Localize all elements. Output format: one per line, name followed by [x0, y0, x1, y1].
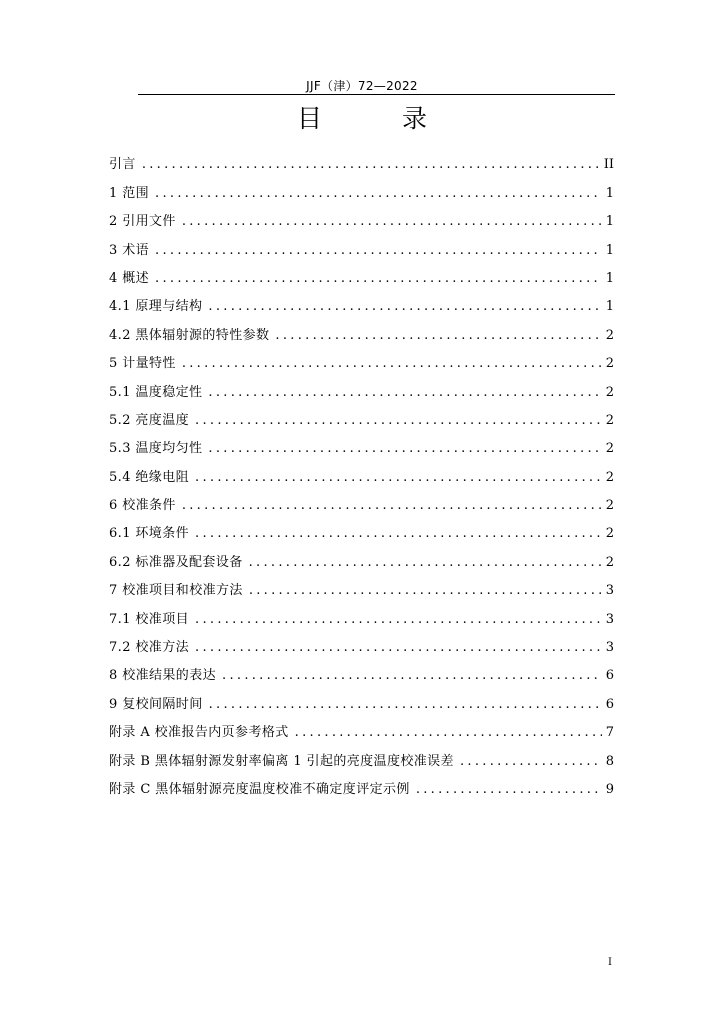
toc-entry-label: 1 范围 [109, 185, 150, 201]
toc-entry-label: 附录 B 黑体辐射源发射率偏离 1 引起的亮度温度校准误差 [109, 753, 454, 769]
toc-entry-page: II [603, 157, 614, 173]
toc-entry-label: 6 校准条件 [109, 498, 176, 514]
toc-entry-label: 4.2 黑体辐射源的特性参数 [109, 327, 270, 343]
toc-dot-leader [222, 668, 602, 684]
toc-entry-label: 7.1 校准项目 [109, 611, 190, 627]
toc-dot-leader [155, 186, 602, 202]
toc-dot-leader [208, 299, 601, 315]
toc-entry[interactable] [109, 656, 614, 684]
toc-entry-page: 2 [605, 441, 614, 457]
toc-entry-label: 7.2 校准方法 [109, 640, 190, 656]
toc-title: 目 录 [297, 104, 463, 133]
toc-entry-label: 2 引用文件 [109, 214, 176, 230]
toc-entry[interactable] [109, 173, 614, 201]
toc-entry-label: 5.4 绝缘电阻 [109, 469, 190, 485]
toc-entry-label: 3 术语 [109, 242, 150, 258]
toc-entry-page: 2 [605, 412, 614, 428]
toc-entry-page: 1 [605, 185, 614, 201]
toc-entry-page: 1 [605, 270, 614, 286]
toc-entry-label: 5 计量特性 [109, 356, 176, 372]
toc-dot-leader [195, 612, 602, 628]
toc-dot-leader [155, 243, 602, 259]
toc-entry[interactable] [109, 628, 614, 656]
table-of-contents [109, 145, 614, 798]
toc-dot-leader [195, 526, 602, 542]
toc-entry-page: 7 [605, 725, 614, 741]
toc-entry[interactable] [109, 202, 614, 230]
toc-entry-label: 附录 C 黑体辐射源亮度温度校准不确定度评定示例 [109, 781, 410, 797]
toc-entry-label: 5.3 温度均匀性 [109, 441, 203, 457]
toc-entry[interactable] [109, 401, 614, 429]
toc-entry-page: 2 [605, 469, 614, 485]
toc-entry-page: 3 [605, 611, 614, 627]
toc-dot-leader [460, 754, 602, 770]
toc-entry[interactable] [109, 599, 614, 627]
toc-dot-leader [275, 328, 601, 344]
toc-entry[interactable] [109, 145, 614, 173]
toc-entry-page: 2 [605, 384, 614, 400]
toc-entry-page: 2 [605, 498, 614, 514]
toc-entry-page: 9 [605, 781, 614, 797]
header-rule [138, 94, 615, 95]
toc-entry-page: 2 [605, 356, 614, 372]
toc-entry-label: 引言 [109, 157, 136, 173]
toc-dot-leader [249, 555, 602, 571]
toc-entry-page: 2 [605, 526, 614, 542]
toc-dot-leader [249, 583, 602, 599]
toc-entry-label: 附录 A 校准报告内页参考格式 [109, 725, 289, 741]
toc-dot-leader [195, 413, 602, 429]
toc-dot-leader [208, 385, 601, 401]
toc-entry-page: 2 [605, 554, 614, 570]
toc-entry[interactable] [109, 684, 614, 712]
toc-dot-leader [195, 640, 602, 656]
toc-dot-leader [295, 725, 602, 741]
toc-entry[interactable] [109, 542, 614, 570]
toc-entry-page: 6 [605, 668, 614, 684]
toc-entry-label: 6.1 环境条件 [109, 526, 190, 542]
toc-dot-leader [155, 271, 602, 287]
toc-entry[interactable] [109, 372, 614, 400]
standard-code-header: JJF（津）72—2022 [306, 79, 418, 93]
toc-dot-leader [208, 441, 601, 457]
toc-entry-label: 5.2 亮度温度 [109, 412, 190, 428]
toc-entry[interactable] [109, 287, 614, 315]
toc-dot-leader [195, 470, 602, 486]
toc-entry-label: 5.1 温度稳定性 [109, 384, 203, 400]
toc-entry-label: 4 概述 [109, 270, 150, 286]
toc-entry[interactable] [109, 514, 614, 542]
toc-entry[interactable] [109, 344, 614, 372]
toc-dot-leader [416, 782, 602, 798]
toc-entry-label: 9 复校间隔时间 [109, 696, 203, 712]
toc-entry[interactable] [109, 486, 614, 514]
toc-entry[interactable] [109, 259, 614, 287]
toc-entry-label: 7 校准项目和校准方法 [109, 583, 243, 599]
toc-entry[interactable] [109, 429, 614, 457]
toc-entry-label: 6.2 标准器及配套设备 [109, 554, 243, 570]
toc-entry-page: 3 [605, 583, 614, 599]
toc-entry[interactable] [109, 315, 614, 343]
toc-dot-leader [182, 498, 602, 514]
toc-dot-leader [209, 697, 602, 713]
toc-entry[interactable] [109, 770, 614, 798]
toc-entry[interactable] [109, 571, 614, 599]
toc-entry-page: 8 [605, 753, 614, 769]
toc-dot-leader [182, 356, 602, 372]
toc-entry-page: 2 [605, 327, 614, 343]
toc-entry-label: 4.1 原理与结构 [109, 299, 203, 315]
toc-dot-leader [142, 157, 600, 173]
toc-entry-page: 1 [605, 214, 614, 230]
toc-entry[interactable] [109, 230, 614, 258]
toc-entry-page: 1 [605, 242, 614, 258]
page-number: I [608, 957, 612, 968]
toc-entry[interactable] [109, 713, 614, 741]
toc-entry[interactable] [109, 741, 614, 769]
toc-entry-page: 1 [605, 299, 614, 315]
toc-entry-page: 6 [605, 696, 614, 712]
toc-dot-leader [182, 214, 602, 230]
toc-entry-page: 3 [605, 640, 614, 656]
toc-entry[interactable] [109, 457, 614, 485]
toc-entry-label: 8 校准结果的表达 [109, 668, 217, 684]
